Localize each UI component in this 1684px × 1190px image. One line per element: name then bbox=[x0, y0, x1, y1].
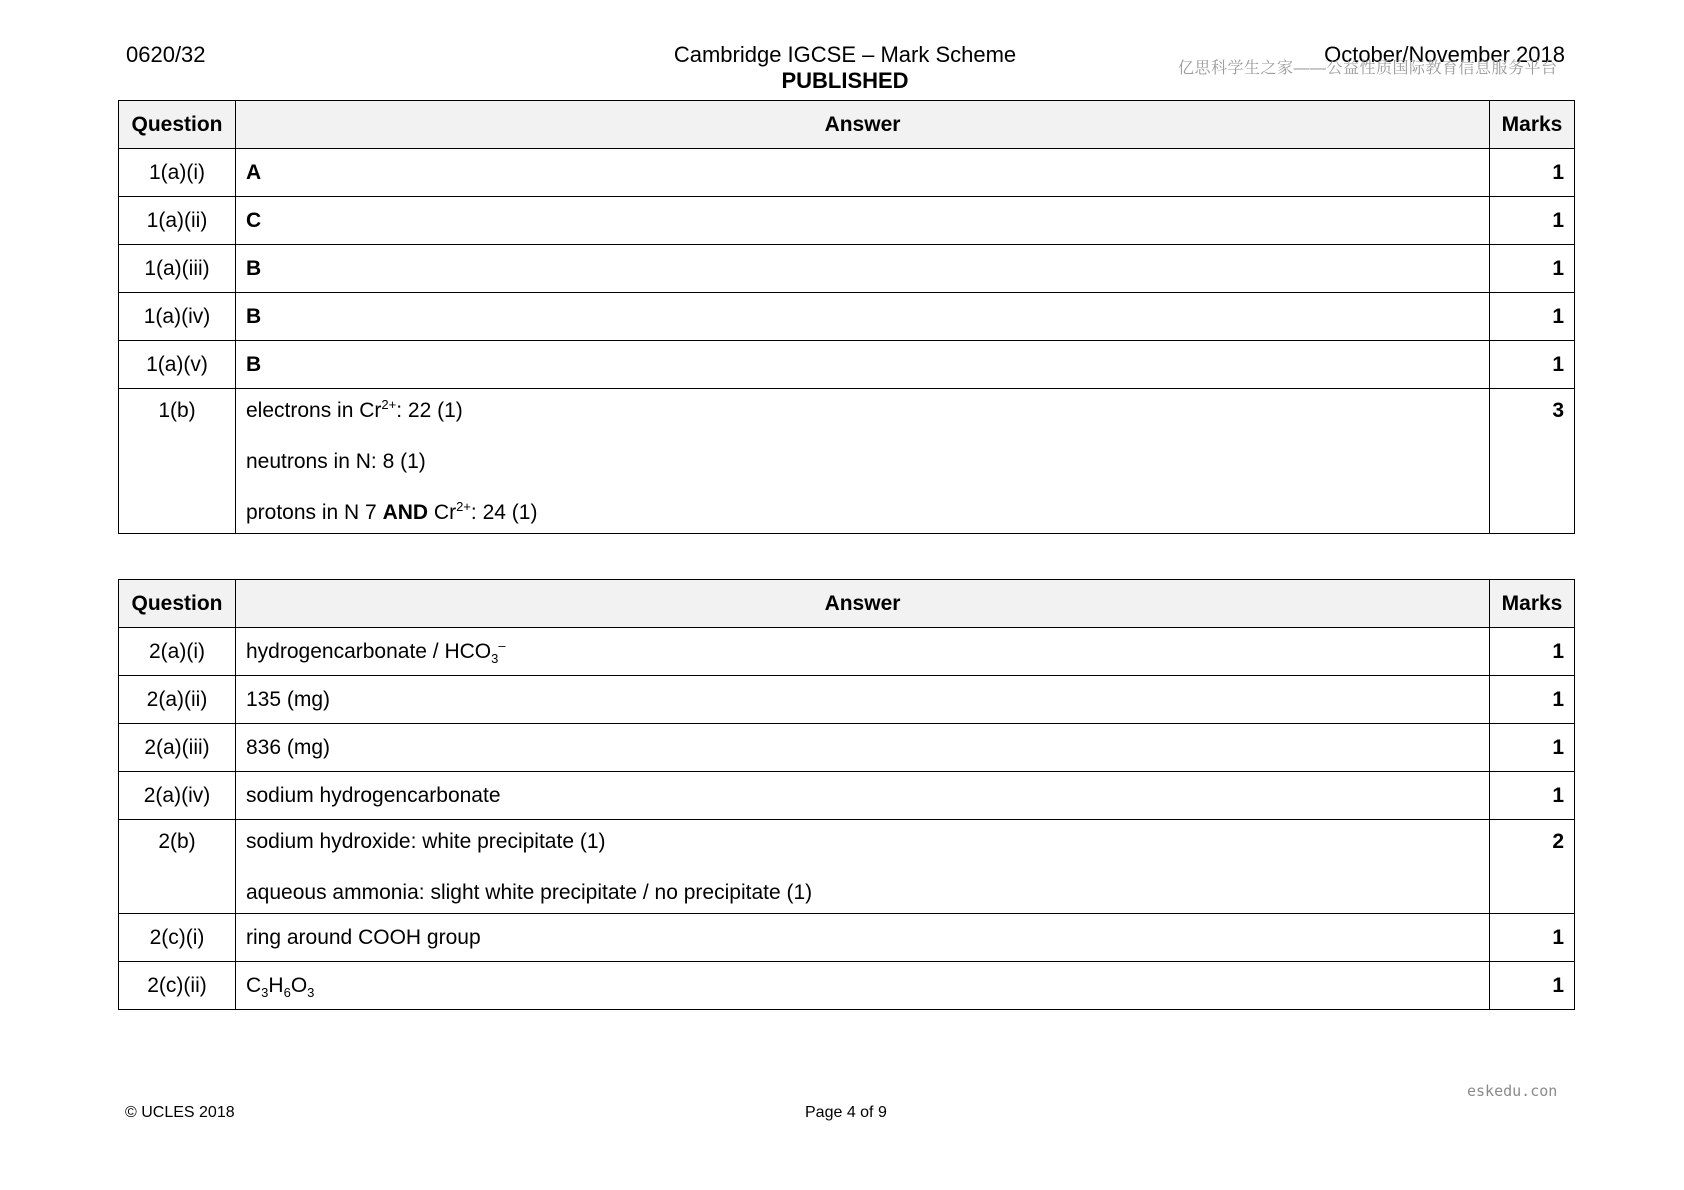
question-cell: 1(a)(iv) bbox=[119, 293, 236, 341]
paper-code: 0620/32 bbox=[126, 42, 206, 67]
table-row bbox=[119, 341, 1575, 389]
question-cell: 1(a)(iii) bbox=[119, 245, 236, 293]
marks-value: 3 bbox=[1552, 399, 1564, 422]
marks-cell: 1 bbox=[1490, 962, 1575, 1010]
answer-line: neutrons in N: 8 (1) bbox=[246, 450, 426, 473]
question-cell: 2(a)(iv) bbox=[119, 772, 236, 820]
marks-cell: 1 bbox=[1490, 197, 1575, 245]
answer-cell bbox=[236, 628, 1490, 676]
table-row bbox=[119, 389, 1575, 534]
question-label: 1(b) bbox=[158, 399, 196, 422]
exam-session: October/November 2018 bbox=[1324, 42, 1565, 67]
marks-cell: 1 bbox=[1490, 724, 1575, 772]
site-watermark: eskedu.con bbox=[1467, 1082, 1558, 1100]
title-text: Cambridge IGCSE – Mark Scheme bbox=[673, 42, 1017, 67]
answer-text: : 24 (1) bbox=[470, 501, 538, 524]
question-cell: 1(a)(i) bbox=[119, 149, 236, 197]
table-row bbox=[119, 772, 1575, 820]
answer-cell bbox=[236, 820, 1490, 914]
question-cell: 2(a)(iii) bbox=[119, 724, 236, 772]
answer-text: protons in N 7 bbox=[246, 501, 383, 524]
table-row bbox=[119, 628, 1575, 676]
question-cell: 2(a)(i) bbox=[119, 628, 236, 676]
formula-subscript: 3 bbox=[307, 984, 315, 1000]
answer-cell: ring around COOH group bbox=[236, 914, 1490, 962]
charge-superscript: 2+ bbox=[456, 499, 471, 514]
answer-text: : 22 (1) bbox=[396, 399, 463, 422]
answer-cell: A bbox=[236, 149, 1490, 197]
marks-cell: 1 bbox=[1490, 772, 1575, 820]
question-cell: 2(c)(ii) bbox=[119, 962, 236, 1010]
answer-line bbox=[246, 501, 1479, 525]
marks-cell: 1 bbox=[1490, 676, 1575, 724]
answer-cell: C bbox=[236, 197, 1490, 245]
formula-subscript: 3 bbox=[491, 650, 499, 666]
answer-cell bbox=[236, 389, 1490, 534]
mark-scheme-table-q1 bbox=[118, 100, 1575, 534]
question-cell bbox=[119, 820, 236, 914]
table-row bbox=[119, 820, 1575, 914]
marks-cell bbox=[1490, 820, 1575, 914]
answer-cell: 135 (mg) bbox=[236, 676, 1490, 724]
answer-cell: B bbox=[236, 341, 1490, 389]
table-header-row bbox=[119, 580, 1575, 628]
copyright-notice: © UCLES 2018 bbox=[125, 1104, 235, 1121]
question-cell: 2(c)(i) bbox=[119, 914, 236, 962]
answer-cell: B bbox=[236, 245, 1490, 293]
answer-line: sodium hydroxide: white precipitate (1) bbox=[246, 830, 606, 853]
marks-column-header: Marks bbox=[1490, 101, 1575, 149]
table-row bbox=[119, 245, 1575, 293]
table-row bbox=[119, 149, 1575, 197]
marks-cell: 1 bbox=[1490, 149, 1575, 197]
marks-value: 2 bbox=[1552, 830, 1564, 853]
answer-column-header: Answer bbox=[236, 580, 1490, 628]
marks-cell: 1 bbox=[1490, 628, 1575, 676]
and-keyword: AND bbox=[382, 501, 429, 524]
marks-column-header: Marks bbox=[1490, 580, 1575, 628]
answer-text: hydrogencarbonate / HCO bbox=[246, 639, 492, 663]
mark-scheme-table-q2 bbox=[118, 579, 1575, 1010]
marks-cell bbox=[1490, 389, 1575, 534]
published-label: PUBLISHED bbox=[781, 68, 909, 93]
answer-column-header: Answer bbox=[236, 101, 1490, 149]
marks-cell: 1 bbox=[1490, 914, 1575, 962]
question-column-header: Question bbox=[119, 580, 236, 628]
formula-element: C bbox=[246, 973, 262, 997]
table-row bbox=[119, 724, 1575, 772]
answer-text: Cr bbox=[428, 501, 457, 524]
formula-element: H bbox=[268, 973, 284, 997]
question-cell: 1(a)(ii) bbox=[119, 197, 236, 245]
marks-cell: 1 bbox=[1490, 293, 1575, 341]
answer-cell bbox=[236, 962, 1490, 1010]
watermark-text: 亿思科学生之家——公益性质国际教育信息服务平台 bbox=[1178, 60, 1558, 77]
table-header-row bbox=[119, 101, 1575, 149]
question-cell: 2(a)(ii) bbox=[119, 676, 236, 724]
answer-text: electrons in Cr bbox=[246, 399, 382, 422]
table-row bbox=[119, 676, 1575, 724]
question-label: 2(b) bbox=[158, 830, 196, 853]
question-cell: 1(a)(v) bbox=[119, 341, 236, 389]
formula-element: O bbox=[290, 973, 308, 997]
question-column-header: Question bbox=[119, 101, 236, 149]
answer-line: aqueous ammonia: slight white precipitate / no precipitate (1) bbox=[246, 881, 813, 904]
answer-cell: 836 (mg) bbox=[236, 724, 1490, 772]
page-number: Page 4 of 9 bbox=[805, 1104, 887, 1121]
marks-cell: 1 bbox=[1490, 341, 1575, 389]
formula-subscript: 6 bbox=[283, 984, 291, 1000]
table-row bbox=[119, 914, 1575, 962]
marks-cell: 1 bbox=[1490, 245, 1575, 293]
answer-cell: sodium hydrogencarbonate bbox=[236, 772, 1490, 820]
charge-superscript: – bbox=[498, 637, 506, 653]
answer-cell: B bbox=[236, 293, 1490, 341]
formula-subscript: 3 bbox=[261, 984, 269, 1000]
table-row bbox=[119, 293, 1575, 341]
charge-superscript: 2+ bbox=[381, 397, 397, 412]
answer-line bbox=[246, 399, 1479, 423]
question-cell bbox=[119, 389, 236, 534]
table-row bbox=[119, 197, 1575, 245]
table-row bbox=[119, 962, 1575, 1010]
